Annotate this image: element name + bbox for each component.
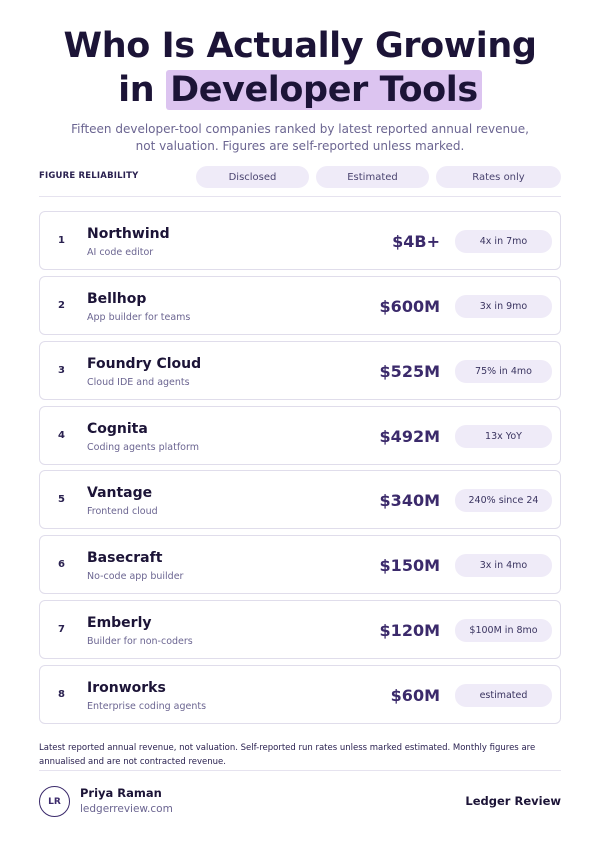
company-revenue: $150M: [379, 556, 440, 575]
rank-number: 7: [58, 624, 65, 635]
company-description: App builder for teams: [87, 312, 191, 323]
company-revenue: $525M: [379, 362, 440, 381]
title-line-2-prefix: in: [118, 70, 167, 110]
company-row: [39, 406, 561, 465]
company-row: [39, 600, 561, 659]
growth-badge: $100M in 8mo: [455, 619, 552, 642]
legend-divider: [39, 196, 561, 197]
footer-divider: [39, 770, 561, 771]
rank-number: 3: [58, 365, 65, 376]
company-name: Bellhop: [87, 291, 147, 307]
author-name: Priya Raman: [80, 786, 162, 800]
author-site-link[interactable]: ledgerreview.com: [80, 803, 173, 815]
rank-number: 1: [58, 235, 65, 246]
company-name: Emberly: [87, 615, 152, 631]
company-description: Coding agents platform: [87, 442, 199, 453]
growth-badge: 3x in 9mo: [455, 295, 552, 318]
company-name: Vantage: [87, 485, 153, 501]
company-name: Cognita: [87, 421, 148, 437]
company-revenue: $492M: [379, 427, 440, 446]
company-row: [39, 211, 561, 270]
company-revenue: $600M: [379, 297, 440, 316]
rank-number: 5: [58, 494, 65, 505]
growth-badge: 4x in 7mo: [455, 230, 552, 253]
company-revenue: $60M: [390, 686, 440, 705]
growth-badge: 3x in 4mo: [455, 554, 552, 577]
company-description: Enterprise coding agents: [87, 701, 207, 712]
reliability-legend: [39, 166, 561, 188]
company-name: Northwind: [87, 226, 170, 242]
publication-brand: Ledger Review: [465, 794, 561, 808]
legend-pill-disclosed: Disclosed: [196, 166, 309, 188]
company-row: [39, 276, 561, 335]
rank-number: 8: [58, 689, 65, 700]
company-description: Cloud IDE and agents: [87, 377, 190, 388]
legend-pill-rates-only: Rates only: [436, 166, 561, 188]
company-name: Ironworks: [87, 680, 166, 696]
company-description: No-code app builder: [87, 571, 184, 582]
legend-label: FIGURE RELIABILITY: [39, 171, 139, 181]
title-line-2: [0, 68, 600, 112]
growth-badge: estimated: [455, 684, 552, 707]
growth-badge: 13x YoY: [455, 425, 552, 448]
title-line-1: Who Is Actually Growing: [63, 26, 537, 66]
company-row: [39, 341, 561, 400]
legend-pill-estimated: Estimated: [316, 166, 429, 188]
company-row: [39, 665, 561, 724]
rank-number: 6: [58, 559, 65, 570]
growth-badge: 75% in 4mo: [455, 360, 552, 383]
title-highlight: Developer Tools: [166, 70, 482, 110]
company-revenue: $4B+: [392, 232, 440, 251]
subtitle: Fifteen developer-tool companies ranked by latest reported annual revenue, not valuation. Figures are self-reported unless marked.: [71, 122, 529, 153]
rank-number: 4: [58, 430, 65, 441]
footnote: Latest reported annual revenue, not valuation. Self-reported run rates unless marked estimated. Monthly figures are annualised and are not contracted revenue.: [39, 743, 536, 767]
growth-badge: 240% since 24: [455, 489, 552, 512]
company-description: AI code editor: [87, 247, 154, 258]
company-description: Frontend cloud: [87, 506, 158, 517]
company-row: [39, 535, 561, 594]
company-name: Basecraft: [87, 550, 163, 566]
company-name: Foundry Cloud: [87, 356, 202, 372]
company-revenue: $340M: [379, 491, 440, 510]
company-description: Builder for non-coders: [87, 636, 193, 647]
company-revenue: $120M: [379, 621, 440, 640]
rank-number: 2: [58, 300, 65, 311]
company-row: [39, 470, 561, 529]
page-title: [0, 24, 600, 112]
author-avatar: LR: [39, 786, 70, 817]
